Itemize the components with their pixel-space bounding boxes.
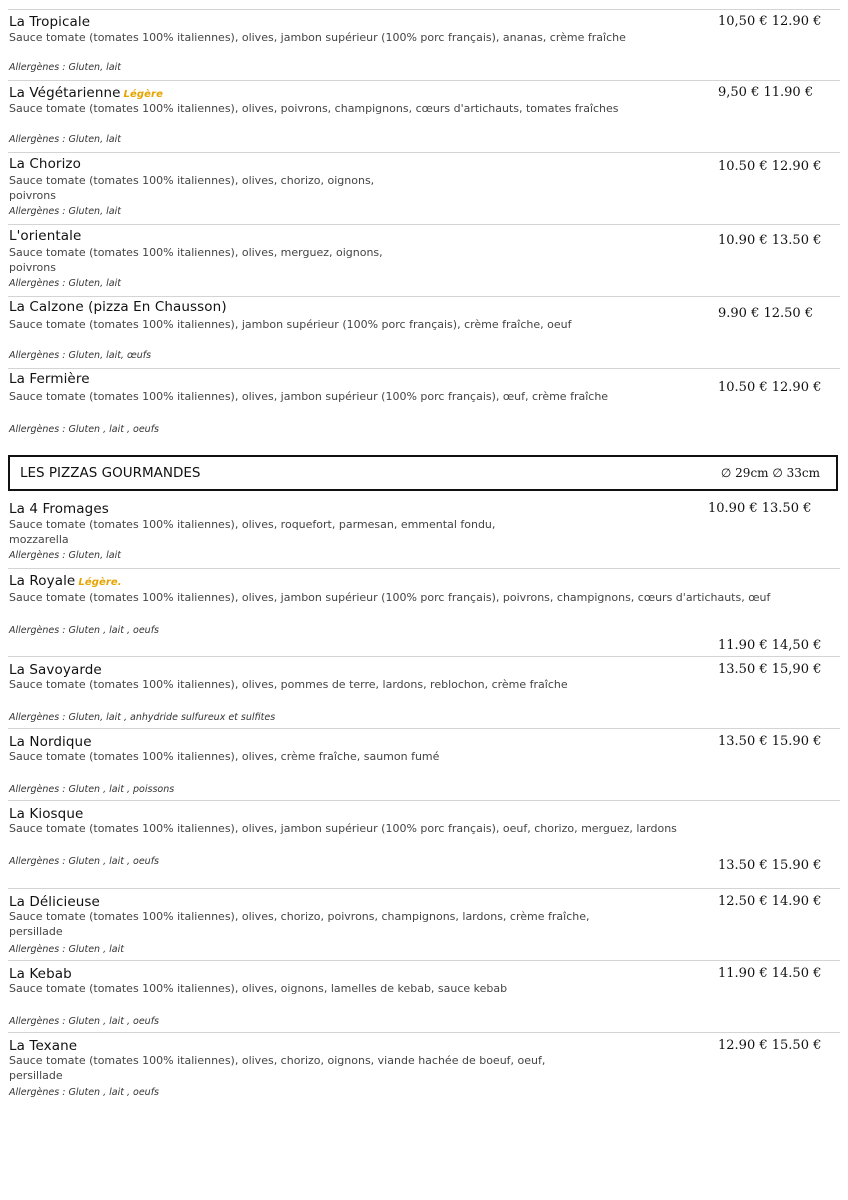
item-name: La Calzone (pizza En Chausson) [9, 299, 227, 315]
item-allergens: Allergènes : Gluten, lait, œufs [9, 350, 152, 361]
item-description: Sauce tomate (tomates 100% italiennes), olives, chorizo, oignons, poivrons [9, 174, 375, 202]
item-allergens: Allergènes : Gluten, lait [9, 206, 121, 217]
item-description: Sauce tomate (tomates 100% italiennes), olives, roquefort, parmesan, emmental fondu, mozzarella [9, 518, 496, 546]
item-price: 10.90 € 13.50 € [708, 501, 812, 516]
item-allergens: Allergènes : Gluten, lait [9, 62, 121, 73]
item-price: 13.50 € 15,90 € [718, 662, 822, 677]
size-labels: ∅ 29cm ∅ 33cm [720, 466, 820, 480]
menu-item [8, 9, 840, 80]
item-name: La 4 Fromages [9, 501, 109, 517]
item-price: 10,50 € 12.90 € [718, 14, 822, 29]
item-price: 11.90 € 14.50 € [718, 966, 822, 981]
item-name: La Fermière [9, 371, 90, 387]
menu-item [8, 1032, 840, 1104]
item-name: La Savoyarde [9, 662, 102, 678]
item-allergens: Allergènes : Gluten , lait , oeufs [9, 1016, 159, 1027]
item-description: Sauce tomate (tomates 100% italiennes), olives, chorizo, oignons, viande hachée de boeuf, oeuf, persillade [9, 1054, 546, 1082]
item-allergens: Allergènes : Gluten, lait [9, 550, 121, 561]
item-description: Sauce tomate (tomates 100% italiennes), olives, jambon supérieur (100% porc français), ananas, crème fraîche [9, 31, 626, 44]
item-price: 11.90 € 14,50 € [718, 638, 822, 653]
menu-item [8, 80, 840, 152]
section-title: LES PIZZAS GOURMANDES [20, 465, 201, 481]
item-description: Sauce tomate (tomates 100% italiennes), olives, merguez, oignons, poivrons [9, 246, 383, 274]
item-allergens: Allergènes : Gluten , lait , oeufs [9, 625, 159, 636]
section-header [8, 455, 838, 491]
item-allergens: Allergènes : Gluten , lait , oeufs [9, 856, 159, 867]
item-price: 9.90 € 12.50 € [718, 306, 814, 321]
light-badge: Légère. [78, 577, 122, 588]
item-allergens: Allergènes : Gluten, lait , anhydride sulfureux et sulfites [9, 712, 276, 723]
item-name: La Kiosque [9, 806, 84, 822]
menu-item [8, 960, 840, 1032]
menu-item [8, 224, 840, 296]
item-price: 13.50 € 15.90 € [718, 734, 822, 749]
item-allergens: Allergènes : Gluten , lait , poissons [9, 784, 175, 795]
item-description: Sauce tomate (tomates 100% italiennes), olives, poivrons, champignons, cœurs d'artichauts, tomates fraîches [9, 102, 619, 115]
item-description: Sauce tomate (tomates 100% italiennes), olives, pommes de terre, lardons, reblochon, crème fraîche [9, 678, 568, 691]
menu-item [8, 497, 840, 568]
item-price: 10.90 € 13.50 € [718, 233, 822, 248]
menu-item [8, 568, 840, 656]
menu-item [8, 152, 840, 224]
item-price: 10.50 € 12.90 € [718, 380, 822, 395]
item-allergens: Allergènes : Gluten, lait [9, 278, 121, 289]
item-name: La Chorizo [9, 156, 81, 172]
item-description: Sauce tomate (tomates 100% italiennes), olives, jambon supérieur (100% porc français), œuf, crème fraîche [9, 390, 609, 403]
item-name: L'orientale [9, 228, 82, 244]
item-description: Sauce tomate (tomates 100% italiennes), olives, chorizo, poivrons, champignons, lardons, crème fraîche, persillade [9, 910, 590, 938]
item-description: Sauce tomate (tomates 100% italiennes), jambon supérieur (100% porc français), crème fraîche, oeuf [9, 318, 572, 331]
menu-item [8, 888, 840, 960]
item-allergens: Allergènes : Gluten , lait , oeufs [9, 424, 159, 435]
item-allergens: Allergènes : Gluten , lait , oeufs [9, 1087, 159, 1098]
item-price: 12.90 € 15.50 € [718, 1038, 822, 1053]
item-price: 13.50 € 15.90 € [718, 858, 822, 873]
item-name: La Végétarienne Légère [9, 85, 163, 101]
item-name: La Texane [9, 1038, 78, 1054]
item-name: La Tropicale [9, 14, 91, 30]
item-allergens: Allergènes : Gluten , lait [9, 944, 124, 955]
menu-item [8, 368, 840, 440]
item-description: Sauce tomate (tomates 100% italiennes), olives, jambon supérieur (100% porc français), poivrons, champignons, cœurs d'artichauts, œuf [9, 591, 771, 604]
item-price: 10.50 € 12.90 € [718, 159, 822, 174]
item-name: La Royale Légère. [9, 573, 122, 589]
item-name: La Kebab [9, 966, 72, 982]
menu-item [8, 728, 840, 800]
item-price: 9,50 € 11.90 € [718, 85, 814, 100]
item-description: Sauce tomate (tomates 100% italiennes), olives, oignons, lamelles de kebab, sauce kebab [9, 982, 508, 995]
item-allergens: Allergènes : Gluten, lait [9, 134, 121, 145]
item-description: Sauce tomate (tomates 100% italiennes), olives, jambon supérieur (100% porc français), oeuf, chorizo, merguez, lardons [9, 822, 677, 835]
item-description: Sauce tomate (tomates 100% italiennes), olives, crème fraîche, saumon fumé [9, 750, 440, 763]
item-price: 12.50 € 14.90 € [718, 894, 822, 909]
menu-item [8, 296, 840, 368]
light-badge: Légère [123, 89, 163, 100]
item-name: La Délicieuse [9, 894, 100, 910]
menu-item [8, 656, 840, 728]
item-name: La Nordique [9, 734, 92, 750]
menu-item [8, 800, 840, 888]
